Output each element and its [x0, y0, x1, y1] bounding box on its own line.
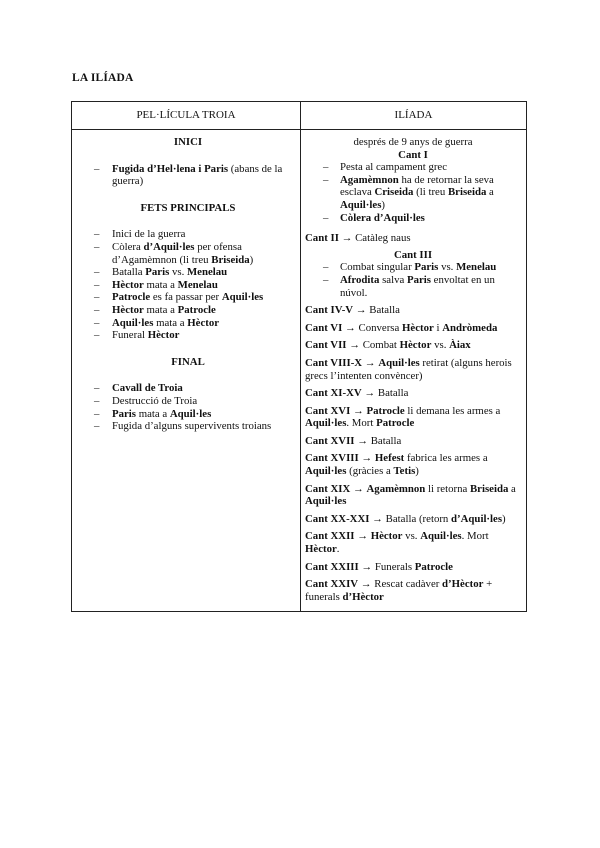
cant-entry: Cant XX-XXI → Batalla (retorn d’Aquil·les): [305, 512, 506, 525]
iliad-column: [301, 130, 527, 612]
list-item: – Còlera d’Aquil·les: [305, 212, 521, 225]
list-item: – Agamèmnon ha de retornar la seva esclava Criseida (li treu Briseida a Aquil·les): [305, 174, 521, 212]
list-item: – Fugida d’Hel·lena i Paris (abans de la guerra): [82, 163, 294, 188]
list-item: – Inici de la guerra: [82, 228, 294, 241]
section-heading-final: FINAL: [171, 355, 205, 368]
cant-entry: Cant XIX → Agamèmnon li retorna Briseida a Aquil·les: [305, 482, 516, 508]
section-heading-fets: FETS PRINCIPALS: [140, 201, 236, 214]
cant-entry: Cant XXIII → Funerals Patrocle: [305, 560, 453, 573]
cant-3-list: [305, 261, 521, 299]
cant-entry: Cant VIII-X → Aquil·les retirat (alguns herois grecs l’intenten convèncer): [305, 356, 512, 382]
cant-entry: Cant IV-V → Batalla: [305, 304, 400, 317]
document-title: LA ILÍADA: [72, 72, 134, 84]
list-item: – Destrucció de Troia: [82, 395, 294, 408]
column-header-film: PEL·LÍCULA TROIA: [72, 102, 301, 130]
list-item: – Afrodita salva Paris envoltat en un núvol.: [305, 274, 521, 299]
cant-1-heading: Cant I: [398, 148, 428, 161]
final-list: [82, 382, 294, 432]
list-item: – Aquil·les mata a Hèctor: [82, 317, 294, 330]
list-item: – Pesta al campament grec: [305, 161, 521, 174]
list-item: – Combat singular Paris vs. Menelau: [305, 261, 521, 274]
table-row: [72, 130, 527, 612]
cant-entry: Cant XVI → Patrocle li demana les armes a Aquil·les. Mort Patrocle: [305, 404, 501, 430]
list-item: – Patrocle es fa passar per Aquil·les: [82, 291, 294, 304]
cant-entry: Cant XI-XV → Batalla: [305, 387, 409, 400]
cant-entry: Cant XXIV → Rescat cadàver d’Hèctor + funerals d’Hèctor: [305, 578, 493, 603]
cant-3-heading: Cant III: [393, 248, 433, 261]
comparison-table: [71, 101, 527, 612]
section-heading-inici: INICI: [173, 136, 203, 148]
table-header-row: [72, 102, 527, 130]
film-column: [72, 130, 301, 612]
cant-entry: Cant VII → Combat Hèctor vs. Àiax: [305, 339, 471, 352]
cant-entry: Cant XVII → Batalla: [305, 434, 402, 447]
iliad-intro: després de 9 anys de guerra: [353, 136, 473, 148]
cant-1-list: [305, 161, 521, 224]
list-item: – Paris mata a Aquil·les: [82, 408, 294, 421]
cant-2-entry: Cant II → Catàleg naus: [305, 232, 411, 245]
cant-entry: Cant XXII → Hèctor vs. Aquil·les. Mort Hèctor.: [305, 530, 489, 556]
list-item: – Hèctor mata a Patrocle: [82, 304, 294, 317]
cant-entry: Cant XVIII → Hefest fabrica les armes a Aquil·les (gràcies a Tetis): [305, 452, 488, 478]
list-item: – Cavall de Troia: [82, 382, 294, 395]
list-item: – Còlera d’Aquil·les per ofensa d’Agamèmnon (li treu Briseida): [82, 241, 294, 266]
list-item: – Funeral Hèctor: [82, 329, 294, 342]
list-item: – Batalla Paris vs. Menelau: [82, 266, 294, 279]
list-item: – Hèctor mata a Menelau: [82, 279, 294, 292]
fets-list: [82, 228, 294, 341]
cant-entries: [305, 304, 521, 603]
cant-entry: Cant VI → Conversa Hèctor i Andròmeda: [305, 321, 498, 334]
list-item: – Fugida d’alguns supervivents troians: [82, 420, 294, 433]
column-header-iliad: ILÍADA: [301, 102, 527, 130]
inici-list: [82, 163, 294, 188]
